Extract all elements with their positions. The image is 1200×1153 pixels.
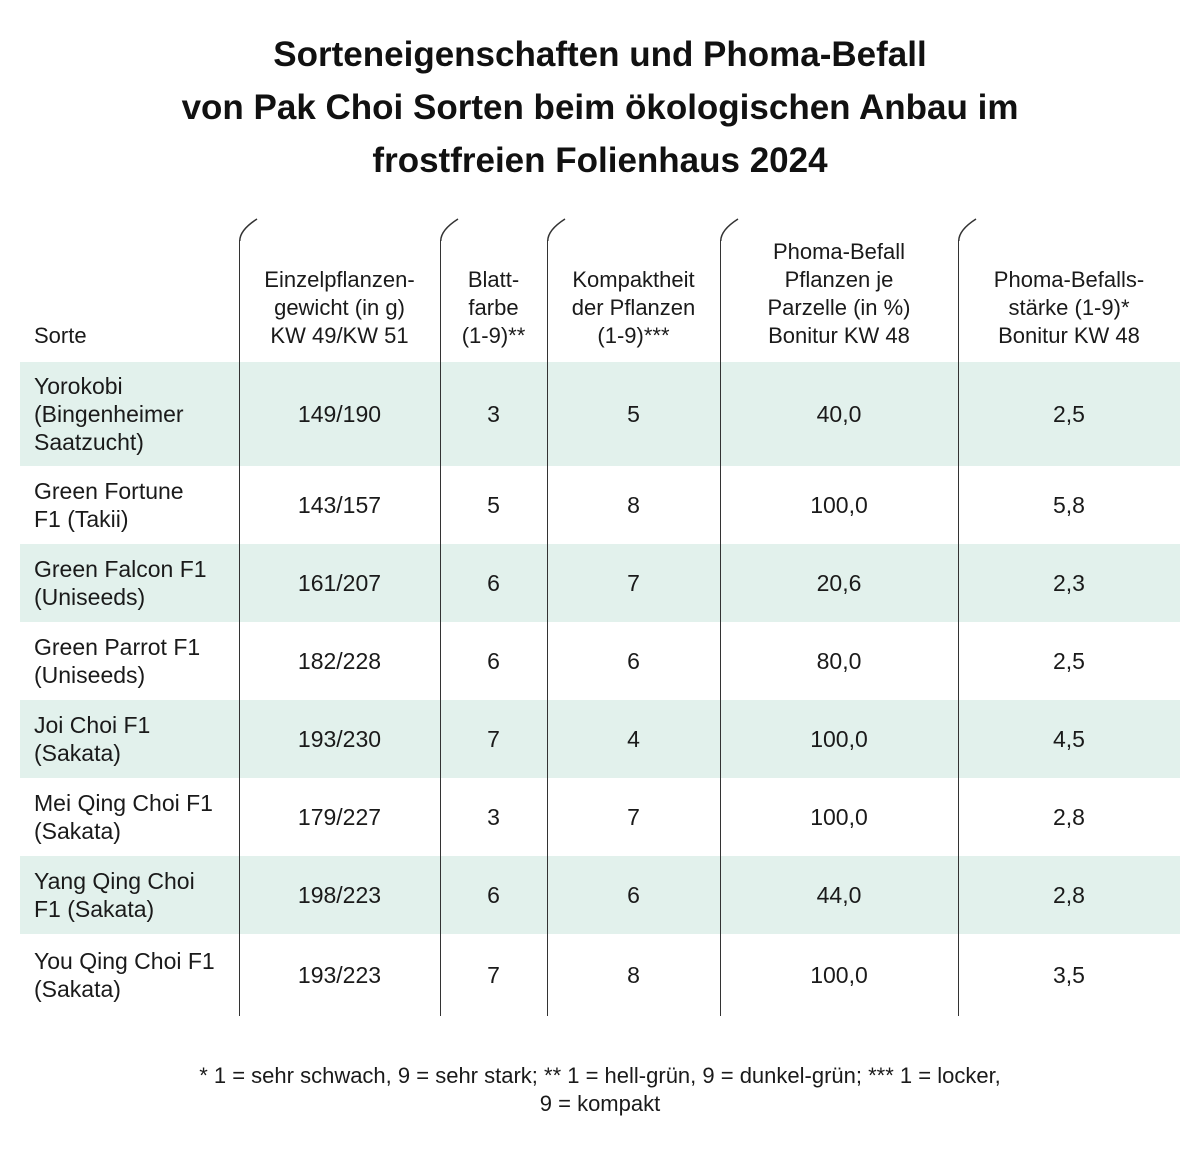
header-line: (1-9)**	[461, 323, 526, 348]
cell-kompakt: 4	[627, 726, 640, 752]
cell-sorte	[20, 622, 239, 700]
column-divider	[440, 240, 441, 1016]
sorte-line: Mei Qing Choi F1	[34, 790, 213, 816]
cell-kompakt: 7	[627, 804, 640, 830]
cell-staerke: 5,8	[1053, 492, 1085, 518]
cell-blatt: 7	[487, 962, 500, 988]
sorte-line: (Sakata)	[34, 818, 121, 844]
sorte-line: Green Parrot F1	[34, 634, 201, 660]
cell-staerke: 3,5	[1053, 962, 1085, 988]
sorte-line: You Qing Choi F1	[34, 948, 215, 974]
header-line: der Pflanzen	[571, 295, 696, 320]
cell-kompakt: 5	[627, 401, 640, 427]
cell-kompakt: 6	[627, 648, 640, 674]
cell-gewicht: 193/230	[297, 726, 382, 752]
cell-blatt: 3	[487, 804, 500, 830]
curl-path	[240, 219, 257, 241]
table-row	[20, 778, 1180, 856]
cell-gewicht: 179/227	[297, 804, 382, 830]
cell-gewicht: 182/228	[297, 648, 382, 674]
column-header-blatt	[440, 222, 547, 356]
cell-gewicht: 193/223	[297, 962, 382, 988]
title-line: Sorteneigenschaften und Phoma-Befall	[273, 35, 927, 74]
table-row	[20, 362, 1180, 466]
header-line: Bonitur KW 48	[768, 323, 910, 348]
header-line: Sorte	[34, 323, 87, 348]
table-row	[20, 700, 1180, 778]
header-line: Phoma-Befall	[772, 239, 906, 264]
cell-kompakt: 6	[627, 882, 640, 908]
cell-sorte	[20, 778, 239, 856]
column-header-staerke	[958, 222, 1180, 356]
table-row	[20, 544, 1180, 622]
header-line: gewicht (in g)	[274, 295, 405, 320]
column-divider-curl	[440, 218, 464, 242]
header-line: Kompaktheit	[572, 267, 695, 292]
column-divider-curl	[958, 218, 982, 242]
cell-sorte	[20, 700, 239, 778]
cell-kompakt: 8	[627, 492, 640, 518]
cell-gewicht: 143/157	[297, 492, 382, 518]
cell-blatt: 3	[487, 401, 500, 427]
sorte-line: (Bingenheimer	[34, 401, 184, 427]
cell-befall: 100,0	[810, 492, 868, 518]
curl-path	[548, 219, 565, 241]
cell-blatt: 7	[487, 726, 500, 752]
column-divider-curl	[720, 218, 744, 242]
header-line: KW 49/KW 51	[270, 323, 409, 348]
cell-sorte	[20, 362, 239, 466]
column-divider-curl	[239, 218, 263, 242]
footnote-line: 9 = kompakt	[539, 1091, 661, 1116]
cell-kompakt: 7	[627, 570, 640, 596]
header-line: Blatt-	[467, 267, 520, 292]
cell-gewicht: 198/223	[297, 882, 382, 908]
header-line: farbe	[468, 295, 519, 320]
sorte-line: Green Falcon F1	[34, 556, 207, 582]
cell-staerke: 4,5	[1053, 726, 1085, 752]
header-line: Einzelpflanzen-	[264, 267, 415, 292]
cell-staerke: 2,3	[1053, 570, 1085, 596]
cell-staerke: 2,5	[1053, 401, 1085, 427]
column-header-gewicht	[239, 222, 440, 356]
column-header-kompakt	[547, 222, 720, 356]
cell-befall: 100,0	[810, 962, 868, 988]
sorte-line: (Uniseeds)	[34, 584, 146, 610]
cell-gewicht: 149/190	[297, 401, 382, 427]
cell-befall: 80,0	[816, 648, 862, 674]
curl-path	[959, 219, 976, 241]
cell-sorte	[20, 934, 239, 1016]
curl-path	[441, 219, 458, 241]
sorte-line: (Uniseeds)	[34, 662, 146, 688]
column-header-sorte	[20, 222, 239, 356]
header-line: Parzelle (in %)	[767, 295, 911, 320]
cell-sorte	[20, 544, 239, 622]
header-line: Pflanzen je	[784, 267, 894, 292]
cell-blatt: 5	[487, 492, 500, 518]
column-divider	[958, 240, 959, 1016]
cell-befall: 40,0	[816, 401, 862, 427]
sorte-line: Yorokobi	[34, 373, 123, 399]
cell-blatt: 6	[487, 882, 500, 908]
column-divider	[720, 240, 721, 1016]
cell-staerke: 2,8	[1053, 804, 1085, 830]
chart-title	[0, 28, 1200, 187]
cell-befall: 20,6	[816, 570, 862, 596]
header-line: Phoma-Befalls-	[993, 267, 1145, 292]
cell-blatt: 6	[487, 570, 500, 596]
cell-gewicht: 161/207	[297, 570, 382, 596]
footnote-line: * 1 = sehr schwach, 9 = sehr stark; ** 1 = hell-grün, 9 = dunkel-grün; *** 1 = locker,	[199, 1063, 1001, 1088]
curl-path	[721, 219, 738, 241]
cell-befall: 44,0	[816, 882, 862, 908]
cell-staerke: 2,5	[1053, 648, 1085, 674]
table-row	[20, 466, 1180, 544]
column-divider	[239, 240, 240, 1016]
header-line: (1-9)***	[597, 323, 670, 348]
table-row	[20, 622, 1180, 700]
title-line: frostfreien Folienhaus 2024	[372, 141, 828, 180]
table-row	[20, 934, 1180, 1016]
cell-befall: 100,0	[810, 726, 868, 752]
cell-sorte	[20, 856, 239, 934]
header-line: stärke (1-9)*	[1008, 295, 1130, 320]
footnote	[0, 1062, 1200, 1118]
sorte-line: (Sakata)	[34, 740, 121, 766]
sorte-line: (Sakata)	[34, 976, 121, 1002]
column-header-befall	[720, 222, 958, 356]
cell-staerke: 2,8	[1053, 882, 1085, 908]
cell-befall: 100,0	[810, 804, 868, 830]
header-line: Bonitur KW 48	[998, 323, 1140, 348]
sorte-line: F1 (Takii)	[34, 506, 129, 532]
title-line: von Pak Choi Sorten beim ökologischen Anbau im	[181, 88, 1019, 127]
cell-sorte	[20, 466, 239, 544]
cell-blatt: 6	[487, 648, 500, 674]
sorte-line: Green Fortune	[34, 478, 184, 504]
column-divider	[547, 240, 548, 1016]
sorte-line: Yang Qing Choi	[34, 868, 195, 894]
cell-kompakt: 8	[627, 962, 640, 988]
sorte-line: Joi Choi F1	[34, 712, 151, 738]
sorte-line: Saatzucht)	[34, 429, 144, 455]
column-divider-curl	[547, 218, 571, 242]
sorte-line: F1 (Sakata)	[34, 896, 155, 922]
table-row	[20, 856, 1180, 934]
